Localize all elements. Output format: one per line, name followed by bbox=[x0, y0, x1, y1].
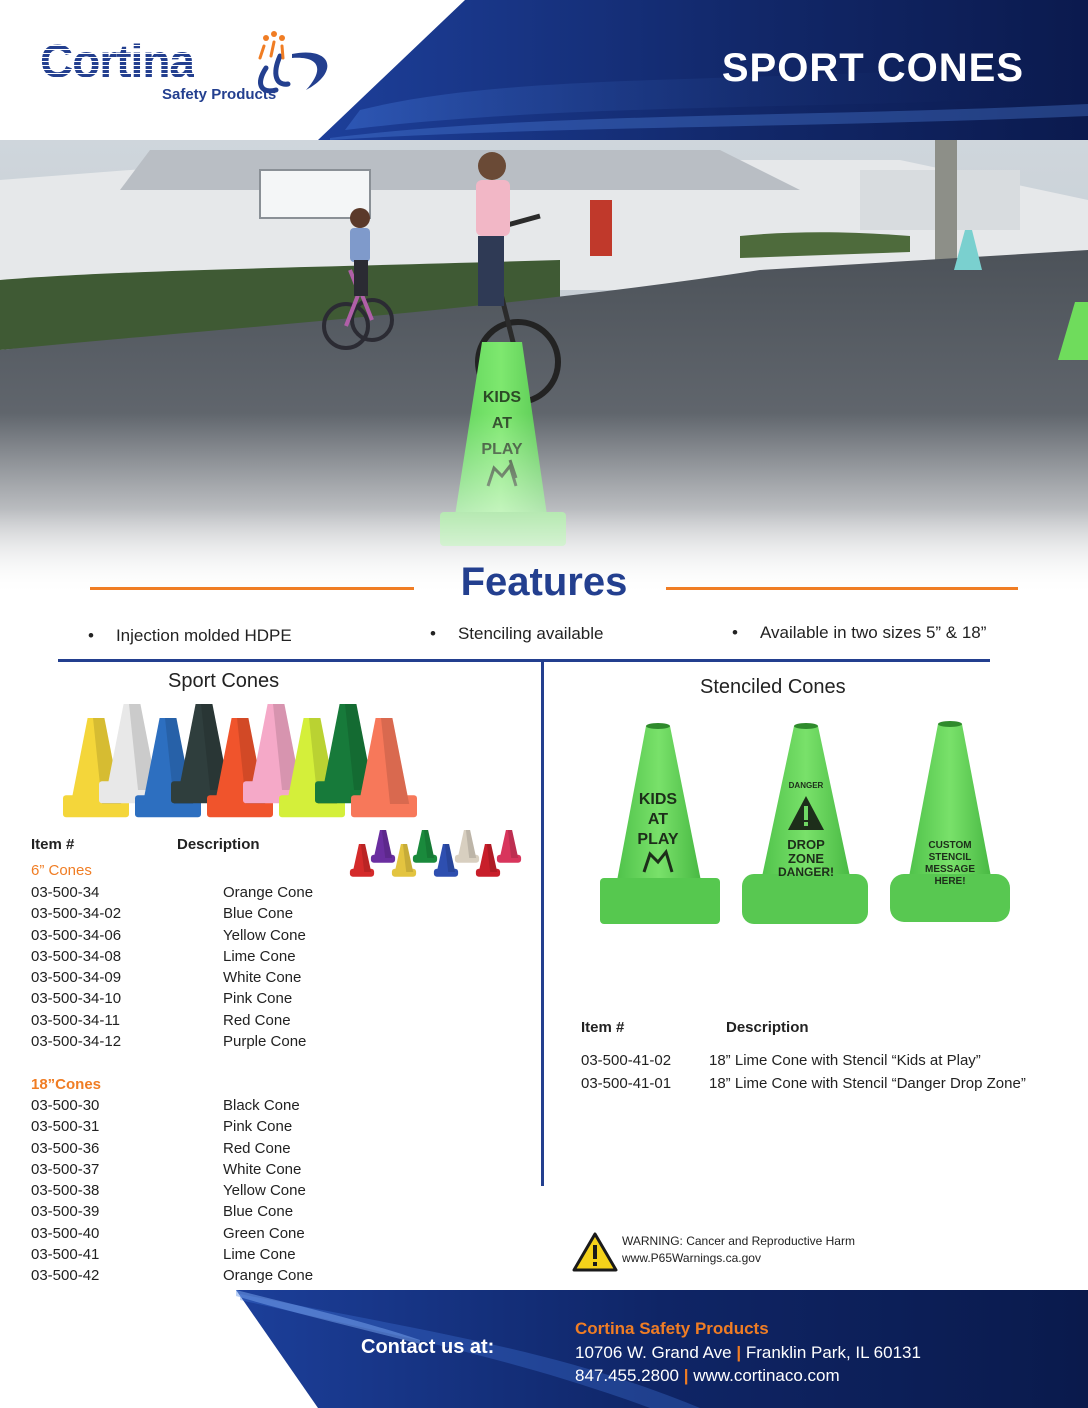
item-description: Pink Cone bbox=[223, 990, 293, 1008]
item-number: 03-500-31 bbox=[31, 1118, 100, 1136]
item-description: Black Cone bbox=[223, 1097, 300, 1114]
stencil-line: DROP bbox=[787, 837, 825, 852]
cone-icon bbox=[455, 830, 479, 863]
col-header-description: Description bbox=[177, 836, 260, 853]
item-number: 03-500-34-08 bbox=[31, 947, 122, 965]
item-description: Green Cone bbox=[223, 1224, 305, 1242]
col-header-item: Item # bbox=[31, 836, 75, 853]
col-header-description: Description bbox=[726, 1019, 809, 1036]
item-number: 03-500-30 bbox=[31, 1097, 100, 1114]
danger-drop-zone-cone bbox=[742, 723, 868, 924]
table-row bbox=[31, 1159, 431, 1180]
table-row bbox=[31, 967, 431, 988]
column-divider bbox=[541, 662, 544, 1186]
table-row bbox=[31, 882, 431, 903]
item-description: Red Cone bbox=[223, 1011, 291, 1029]
item-description: Blue Cone bbox=[223, 1203, 294, 1221]
custom-stencil-cone bbox=[890, 721, 1010, 922]
contact-line bbox=[575, 1366, 840, 1386]
cone-icon bbox=[497, 830, 521, 863]
table-row bbox=[31, 925, 431, 946]
feature-item bbox=[88, 626, 292, 646]
section-divider bbox=[58, 659, 990, 662]
table-row bbox=[581, 1052, 981, 1069]
bullet-icon: • bbox=[430, 624, 436, 643]
item-number: 03-500-41 bbox=[31, 1246, 100, 1264]
contact-label: Contact us at: bbox=[361, 1336, 495, 1358]
item-description: Blue Cone bbox=[223, 905, 294, 923]
cone-icon bbox=[434, 844, 458, 877]
features-title: Features bbox=[460, 560, 628, 604]
item-description: Lime Cone bbox=[223, 947, 296, 965]
item-description: Yellow Cone bbox=[223, 926, 306, 944]
feature-item bbox=[732, 623, 986, 643]
sport-cones-heading: Sport Cones bbox=[168, 670, 280, 692]
item-description: Orange Cone bbox=[223, 1267, 314, 1285]
item-number: 03-500-34-12 bbox=[31, 1033, 122, 1051]
table-row bbox=[31, 946, 431, 967]
stencil-line: DANGER! bbox=[778, 865, 834, 879]
bullet-icon: • bbox=[88, 626, 94, 645]
warning-text: WARNING: Cancer and Reproductive Harm bbox=[622, 1234, 855, 1248]
address-line bbox=[575, 1343, 921, 1363]
stencil-line: KIDS bbox=[638, 791, 678, 808]
table-row bbox=[31, 1265, 431, 1286]
stencil-line: HERE! bbox=[934, 876, 966, 887]
table-row bbox=[31, 1180, 431, 1201]
kids-at-play-cone bbox=[600, 723, 720, 924]
bullet-icon: • bbox=[732, 623, 738, 642]
stencil-line: PLAY bbox=[637, 831, 679, 848]
cone-icon bbox=[476, 844, 500, 877]
col-header-item: Item # bbox=[581, 1019, 625, 1036]
company-name: Cortina Safety Products bbox=[575, 1319, 769, 1338]
stenciled-cones-photo bbox=[590, 718, 1030, 932]
stencil-line: MESSAGE bbox=[924, 864, 976, 875]
table-row bbox=[31, 1138, 431, 1159]
table-row bbox=[31, 1095, 431, 1116]
table-row bbox=[31, 1031, 431, 1052]
logo-wordmark: Cortina bbox=[40, 35, 194, 87]
item-description: Orange Cone bbox=[223, 884, 314, 901]
stencil-line: AT bbox=[647, 811, 669, 828]
item-description: White Cone bbox=[223, 969, 302, 987]
logo-tagline: Safety Products bbox=[162, 86, 277, 103]
item-description: White Cone bbox=[223, 1160, 302, 1178]
table-row bbox=[31, 1010, 431, 1031]
item-description: Lime Cone bbox=[223, 1246, 296, 1264]
table-row bbox=[31, 903, 431, 924]
cone-icon bbox=[413, 830, 437, 863]
group-label-6in: 6” Cones bbox=[31, 862, 92, 879]
hero-photo bbox=[0, 140, 1088, 595]
cortina-logo bbox=[40, 28, 340, 108]
item-number: 03-500-34-11 bbox=[31, 1011, 120, 1029]
table-row bbox=[31, 1223, 431, 1244]
table-row bbox=[31, 1116, 431, 1137]
stencil-line: CUSTOM bbox=[928, 840, 972, 851]
stenciled-cones-heading: Stenciled Cones bbox=[700, 676, 846, 698]
website-link[interactable]: www.cortinaco.com bbox=[693, 1366, 840, 1385]
item-description: Red Cone bbox=[223, 1139, 291, 1157]
table-row bbox=[31, 988, 431, 1009]
item-number: 03-500-34-02 bbox=[31, 905, 122, 923]
table-row bbox=[31, 1244, 431, 1265]
item-number: 03-500-41-02 bbox=[581, 1052, 672, 1069]
item-number: 03-500-39 bbox=[31, 1203, 100, 1221]
cone-icon bbox=[371, 830, 395, 863]
item-description: Pink Cone bbox=[223, 1118, 293, 1136]
item-number: 03-500-36 bbox=[31, 1139, 100, 1157]
item-description: 18” Lime Cone with Stencil “Danger Drop Zone” bbox=[709, 1075, 1026, 1092]
cone-icon bbox=[350, 844, 374, 877]
table-6in bbox=[31, 882, 431, 1052]
city-address: Franklin Park, IL 60131 bbox=[745, 1343, 921, 1362]
table-row bbox=[581, 1075, 1026, 1092]
item-description: 18” Lime Cone with Stencil “Kids at Play” bbox=[709, 1052, 981, 1069]
stencil-line: STENCIL bbox=[928, 852, 972, 863]
item-number: 03-500-41-01 bbox=[581, 1075, 672, 1092]
table-18in bbox=[31, 1095, 431, 1287]
separator: | bbox=[736, 1343, 742, 1362]
separator: | bbox=[683, 1366, 689, 1385]
feature-text: Stenciling available bbox=[457, 624, 604, 643]
item-number: 03-500-34-10 bbox=[31, 990, 122, 1008]
group-label-18in: 18”Cones bbox=[31, 1076, 102, 1093]
feature-item bbox=[430, 624, 604, 644]
logo-swoosh-icon bbox=[236, 28, 336, 104]
sport-cones-photo bbox=[60, 700, 420, 824]
feature-text: Available in two sizes 5” & 18” bbox=[759, 623, 987, 642]
warning-icon bbox=[572, 1232, 618, 1272]
mini-cones-photo bbox=[348, 822, 526, 888]
item-number: 03-500-42 bbox=[31, 1267, 100, 1285]
header bbox=[0, 0, 1088, 140]
item-number: 03-500-40 bbox=[31, 1224, 100, 1242]
warning-link[interactable]: www.P65Warnings.ca.gov bbox=[622, 1251, 761, 1265]
item-number: 03-500-38 bbox=[31, 1182, 100, 1200]
item-number: 03-500-34 bbox=[31, 884, 100, 901]
phone-number[interactable]: 847.455.2800 bbox=[575, 1366, 679, 1385]
cone-icon bbox=[392, 844, 416, 877]
item-description: Yellow Cone bbox=[223, 1182, 306, 1200]
item-number: 03-500-34-06 bbox=[31, 926, 122, 944]
stencil-line: ZONE bbox=[787, 851, 825, 866]
table-row bbox=[31, 1201, 431, 1222]
stencil-line: DANGER bbox=[788, 781, 824, 790]
feature-text: Injection molded HDPE bbox=[115, 626, 292, 645]
item-number: 03-500-34-09 bbox=[31, 969, 122, 987]
street-address: 10706 W. Grand Ave bbox=[575, 1343, 732, 1362]
footer-banner bbox=[0, 1290, 1088, 1408]
item-number: 03-500-37 bbox=[31, 1160, 100, 1178]
item-description: Purple Cone bbox=[223, 1033, 307, 1051]
page-title: SPORT CONES bbox=[721, 46, 1024, 90]
